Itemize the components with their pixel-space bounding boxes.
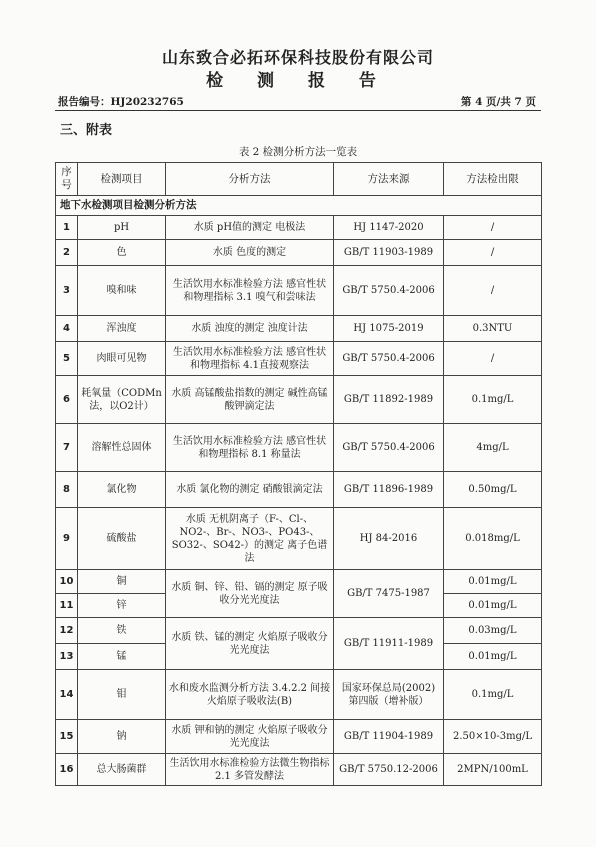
row-method: 水和废水监测分析方法 3.4.2.2 间接火焰原子吸收法(B) [166,670,334,720]
row-limit: 2MPN/100mL [444,754,542,786]
row-no: 6 [56,376,78,424]
row-source: GB/T 7475-1987 [334,570,444,618]
row-method: 生活饮用水标准检验方法微生物指标 2.1 多管发酵法 [166,754,334,786]
row-item: 溶解性总固体 [78,424,166,472]
table-row [56,472,542,508]
row-source: GB/T 5750.4-2006 [334,424,444,472]
row-method: 水质 无机阴离子（F-、Cl-、NO2-、Br-、NO3-、PO43-、SO32-、SO42-）的测定 离子色谱法 [166,508,334,570]
row-no: 10 [56,570,78,594]
table-row [56,376,542,424]
row-method: 生活饮用水标准检验方法 感官性状和物理指标 4.1直接观察法 [166,342,334,376]
row-no: 15 [56,720,78,754]
row-source: GB/T 11903-1989 [334,240,444,266]
table-row [56,216,542,240]
row-limit: 0.1mg/L [444,376,542,424]
row-method: 生活饮用水标准检验方法 感官性状和物理指标 8.1 称量法 [166,424,334,472]
row-method: 水质 铁、锰的测定 火焰原子吸收分光光度法 [166,618,334,670]
row-item: 铜 [78,570,166,594]
table-row [56,618,542,644]
row-item: 钠 [78,720,166,754]
row-limit: 0.50mg/L [444,472,542,508]
row-no: 2 [56,240,78,266]
row-limit: / [444,266,542,316]
row-method: 水质 高锰酸盐指数的测定 碱性高锰酸钾滴定法 [166,376,334,424]
table-row [56,754,542,786]
row-limit: / [444,342,542,376]
row-source: HJ 1075-2019 [334,316,444,342]
col-header-item: 检测项目 [78,163,166,196]
row-no: 1 [56,216,78,240]
col-header-method: 分析方法 [166,163,334,196]
row-no: 5 [56,342,78,376]
row-source: GB/T 11911-1989 [334,618,444,670]
row-source: GB/T 11904-1989 [334,720,444,754]
company-name: 山东致合必拓环保科技股份有限公司 [161,48,434,67]
row-no: 4 [56,316,78,342]
table-row [56,316,542,342]
row-method: 水质 pH值的测定 电极法 [166,216,334,240]
row-item: 锰 [78,644,166,670]
row-no: 3 [56,266,78,316]
row-item: 总大肠菌群 [78,754,166,786]
row-limit: / [444,216,542,240]
row-limit: 0.1mg/L [444,670,542,720]
row-method: 水质 浊度的测定 浊度计法 [166,316,334,342]
row-source: 国家环保总局(2002) 第四版（增补版） [334,670,444,720]
row-limit: / [444,240,542,266]
report-number: 报告编号：HJ20232765 [58,96,184,108]
row-source: GB/T 5750.12-2006 [334,754,444,786]
header-divider [55,110,541,111]
row-item: 耗氧量（CODMn法，以O2计） [78,376,166,424]
row-item: 钼 [78,670,166,720]
row-item: pH [78,216,166,240]
row-no: 9 [56,508,78,570]
table-row [56,266,542,316]
col-header-source: 方法来源 [334,163,444,196]
page-indicator: 第 4 页/共 7 页 [460,96,536,108]
group-row [56,196,542,216]
row-item: 硫酸盐 [78,508,166,570]
row-source: GB/T 5750.4-2006 [334,266,444,316]
row-no: 11 [56,594,78,618]
row-item: 锌 [78,594,166,618]
row-item: 色 [78,240,166,266]
row-source: GB/T 11896-1989 [334,472,444,508]
row-item: 肉眼可见物 [78,342,166,376]
table-row [56,240,542,266]
row-item: 氯化物 [78,472,166,508]
row-method: 水质 色度的测定 [166,240,334,266]
table-row [56,424,542,472]
table-row [56,570,542,594]
row-limit: 2.50×10-3mg/L [444,720,542,754]
row-no: 12 [56,618,78,644]
row-limit: 0.018mg/L [444,508,542,570]
table-row [56,720,542,754]
row-limit: 4mg/L [444,424,542,472]
row-method: 水质 钾和钠的测定 火焰原子吸收分光光度法 [166,720,334,754]
row-item: 浑浊度 [78,316,166,342]
row-source: HJ 1147-2020 [334,216,444,240]
table-row [56,670,542,720]
table-header-row [56,163,542,196]
row-method: 生活饮用水标准检验方法 感官性状和物理指标 3.1 嗅气和尝味法 [166,266,334,316]
row-no: 13 [56,644,78,670]
row-limit: 0.01mg/L [444,594,542,618]
row-item: 嗅和味 [78,266,166,316]
table-row [56,508,542,570]
row-no: 16 [56,754,78,786]
group-title: 地下水检测项目检测分析方法 [56,196,542,216]
section-title: 三、附表 [60,123,113,138]
row-source: GB/T 5750.4-2006 [334,342,444,376]
table-caption: 表 2 检测分析方法一览表 [238,146,358,158]
row-method: 水质 铜、锌、铅、镉的测定 原子吸收分光光度法 [166,570,334,618]
row-no: 8 [56,472,78,508]
table-row [56,342,542,376]
row-no: 7 [56,424,78,472]
row-limit: 0.03mg/L [444,618,542,644]
row-source: HJ 84-2016 [334,508,444,570]
col-header-no: 序号 [56,163,78,196]
row-limit: 0.3NTU [444,316,542,342]
row-method: 水质 氯化物的测定 硝酸银滴定法 [166,472,334,508]
row-item: 铁 [78,618,166,644]
row-limit: 0.01mg/L [444,570,542,594]
col-header-limit: 方法检出限 [444,163,542,196]
row-limit: 0.01mg/L [444,644,542,670]
methods-table [55,162,542,786]
report-title: 检 测 报 告 [206,71,390,91]
row-source: GB/T 11892-1989 [334,376,444,424]
row-no: 14 [56,670,78,720]
